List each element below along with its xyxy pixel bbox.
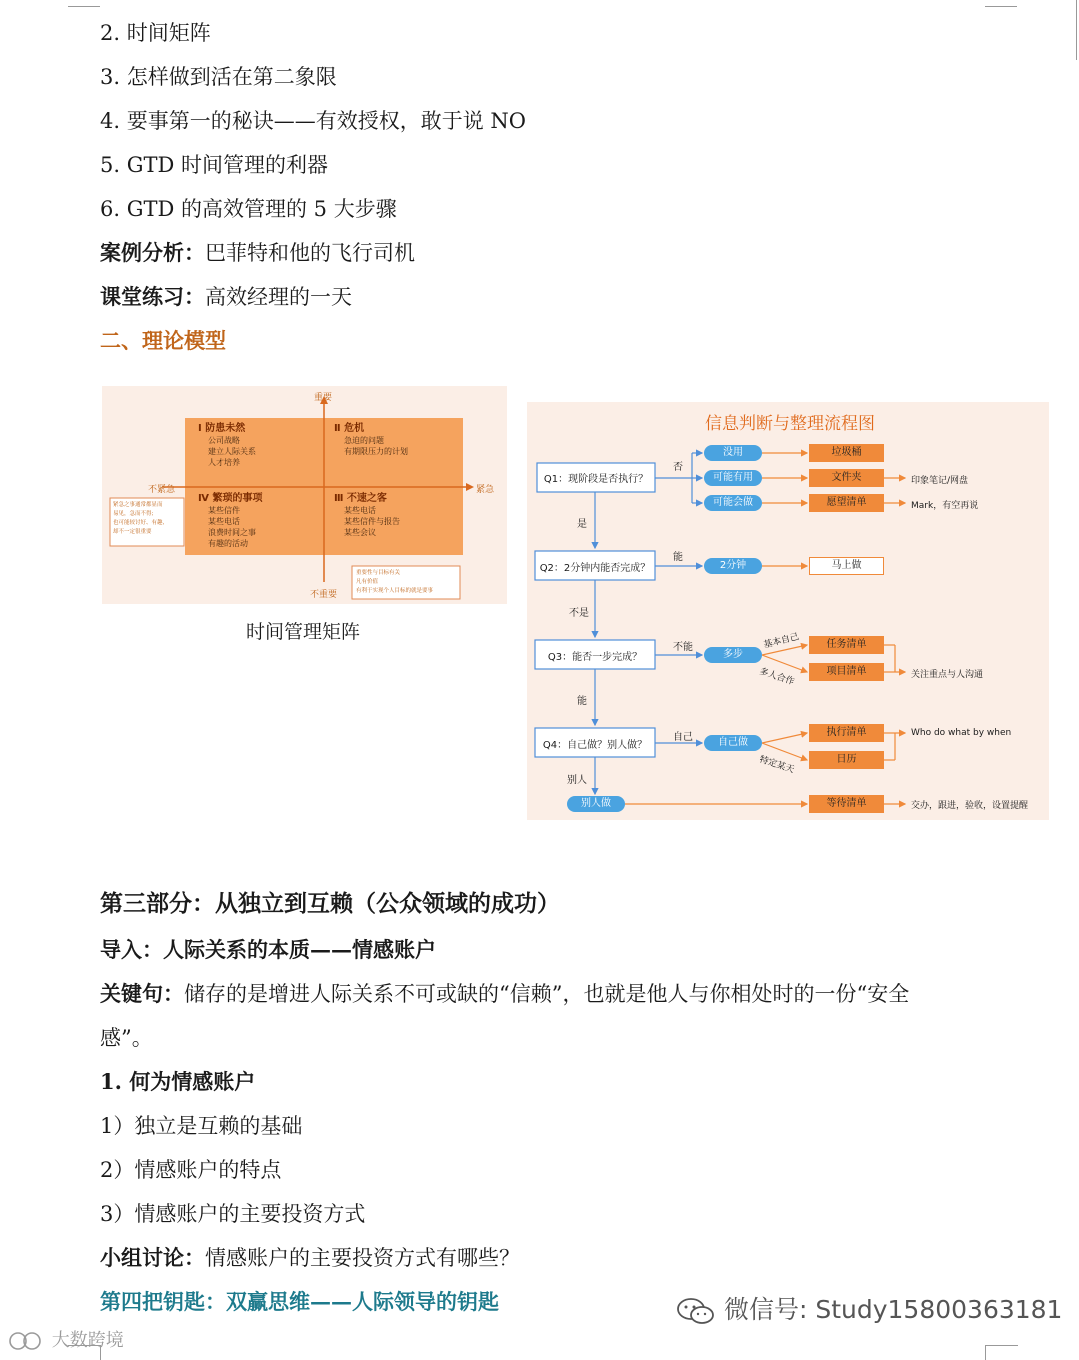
box-trash: 垃圾桶 xyxy=(809,444,884,462)
list-item: 2）情感账户的特点 xyxy=(100,1158,282,1182)
question-q3: Q3：能否一步完成？ xyxy=(547,652,643,663)
pill-useful: 可能有用 xyxy=(704,470,762,486)
quadrant-item: 浪费时间之事 xyxy=(208,528,256,537)
brand-watermark-text: 大数跨境 xyxy=(51,1330,124,1351)
list-item: 1）独立是互赖的基础 xyxy=(100,1114,303,1138)
quadrant-4 xyxy=(198,492,262,549)
pill-2min: 2分钟 xyxy=(704,558,762,574)
pill-useless: 没用 xyxy=(704,445,762,461)
axis-label-not-important: 不重要 xyxy=(310,590,338,600)
edge-label: 能 xyxy=(673,552,683,563)
box-action: 执行清单 xyxy=(809,724,884,742)
tag-basic: 基本自己 xyxy=(762,632,801,651)
note-waiting: 交办，跟进，验收，设置提醒 xyxy=(911,801,1029,811)
quadrant-1-title: Ⅰ 防患未然 xyxy=(198,423,246,434)
case-analysis xyxy=(100,238,415,268)
brand-logo-icon xyxy=(8,1330,46,1352)
tag-day: 特定某天 xyxy=(757,754,796,776)
quadrant-item: 某些电话 xyxy=(208,517,240,526)
discussion-text: 情感账户的主要投资方式有哪些？ xyxy=(205,1246,520,1270)
crop-mark-bottom-right xyxy=(985,1345,1018,1360)
flow-title: 信息判断与整理流程图 xyxy=(705,414,875,434)
case-label: 案例分析： xyxy=(100,240,205,265)
axis-label-urgent: 紧急 xyxy=(476,485,495,495)
sub-heading: 1. 何为情感账户 xyxy=(100,1069,256,1094)
key-sentence xyxy=(100,979,909,1009)
edge-label: 自己 xyxy=(673,732,693,743)
note-line: 有利于实现个人目标的就是要事 xyxy=(356,588,434,594)
edge-label: 否 xyxy=(673,462,683,473)
pill-other: 别人做 xyxy=(567,796,625,812)
quadrant-2-title: Ⅱ 危机 xyxy=(334,423,365,434)
quadrant-item: 某些信件与报告 xyxy=(344,517,400,526)
flow-chart-graphic xyxy=(527,402,1049,820)
figure-caption: 时间管理矩阵 xyxy=(246,621,361,643)
pill-multi: 多步 xyxy=(704,647,762,663)
brand-watermark xyxy=(8,1326,124,1352)
note-action: Who do what by when xyxy=(911,728,1012,738)
flow-chart-figure xyxy=(527,402,1049,820)
quadrant-item: 某些会议 xyxy=(344,528,376,537)
practice-label: 课堂练习： xyxy=(100,284,205,309)
part-heading: 第三部分：从独立到互赖（公众领域的成功） xyxy=(100,890,560,917)
class-practice xyxy=(100,282,352,312)
quadrant-1 xyxy=(198,422,256,468)
pill-maybe: 可能会做 xyxy=(704,495,762,511)
quadrant-3-title: Ⅲ 不速之客 xyxy=(334,493,387,504)
question-q1: Q1：现阶段是否执行？ xyxy=(543,474,649,485)
note-wish: Mark，有空再说 xyxy=(911,501,979,511)
key4-heading: 第四把钥匙：双赢思维——人际领导的钥匙 xyxy=(100,1289,499,1314)
list-item: 3. 怎样做到活在第二象限 xyxy=(100,65,337,89)
note-folder: 印象笔记/网盘 xyxy=(911,476,969,486)
key-sentence-cont: 感”。 xyxy=(100,1026,153,1050)
quadrant-item: 某些信件 xyxy=(208,506,240,515)
matrix-note-bottom xyxy=(356,569,433,596)
box-calendar: 日历 xyxy=(809,751,884,769)
edge-label: 别人 xyxy=(567,775,587,786)
edge-label: 能 xyxy=(577,696,587,707)
box-waiting: 等待清单 xyxy=(809,795,884,813)
quadrant-item: 急迫的问题 xyxy=(344,436,384,445)
list-item: 2. 时间矩阵 xyxy=(100,21,211,45)
box-now: 马上做 xyxy=(809,557,884,575)
wechat-watermark xyxy=(676,1290,1062,1326)
time-matrix-figure xyxy=(102,386,507,604)
box-wish: 愿望清单 xyxy=(809,494,884,512)
note-project: 关注重点与人沟通 xyxy=(911,670,984,680)
note-line: 凡有价值 xyxy=(356,579,379,585)
note-line: 却不一定很重要 xyxy=(113,529,152,535)
question-q2: Q2：2分钟内能否完成？ xyxy=(539,563,651,574)
key-sentence-label: 关键句： xyxy=(100,981,184,1006)
quadrant-item: 有趣的活动 xyxy=(208,539,248,548)
note-line: 也可能较讨好、有趣, xyxy=(113,520,165,526)
axis-label-not-urgent: 不紧急 xyxy=(148,485,176,495)
quadrant-item: 有期限压力的计划 xyxy=(344,447,408,456)
note-line: 易见，急而不得; xyxy=(113,511,154,517)
list-item: 4. 要事第一的秘诀——有效授权，敢于说 NO xyxy=(100,109,526,133)
question-q4: Q4：自己做？别人做？ xyxy=(542,740,648,751)
quadrant-item: 建立人际关系 xyxy=(208,447,256,456)
case-text: 巴菲特和他的飞行司机 xyxy=(205,241,415,265)
quadrant-3 xyxy=(334,492,400,538)
box-task: 任务清单 xyxy=(809,636,884,654)
axis-label-important: 重要 xyxy=(314,393,333,403)
key-sentence-text: 储存的是增进人际关系不可或缺的“信赖”，也就是他人与你相处时的一份“安全 xyxy=(184,982,910,1006)
edge-label: 不是 xyxy=(569,608,589,619)
wechat-id-text: 微信号: Study15800363181 xyxy=(723,1295,1063,1324)
quadrant-item: 某些电话 xyxy=(344,506,376,515)
note-line: 重要性与目标有关 xyxy=(356,570,401,576)
matrix-note-left xyxy=(113,501,164,537)
edge-label: 是 xyxy=(577,519,587,530)
list-item: 3）情感账户的主要投资方式 xyxy=(100,1202,366,1226)
box-project: 项目清单 xyxy=(809,663,884,681)
note-line: 紧急之事通常都显而 xyxy=(113,502,163,508)
group-discussion xyxy=(100,1243,520,1273)
quadrant-item: 公司战略 xyxy=(208,436,240,445)
quadrant-4-title: Ⅳ 繁琐的事项 xyxy=(198,493,263,504)
tag-multi: 多人合作 xyxy=(757,666,796,688)
list-item: 5. GTD 时间管理的利器 xyxy=(100,153,329,177)
intro-line: 导入：人际关系的本质——情感账户 xyxy=(100,937,436,962)
edge-label: 不能 xyxy=(673,642,693,653)
pill-self: 自己做 xyxy=(704,735,762,751)
box-folder: 文件夹 xyxy=(809,469,884,487)
section-heading: 二、理论模型 xyxy=(100,328,226,353)
crop-mark-top-left xyxy=(68,0,100,7)
quadrant-item: 人才培养 xyxy=(208,458,240,467)
time-matrix-graphic xyxy=(102,386,507,604)
quadrant-2 xyxy=(334,422,408,457)
crop-mark-top-right xyxy=(985,0,1017,7)
practice-text: 高效经理的一天 xyxy=(205,285,352,309)
discussion-label: 小组讨论： xyxy=(100,1245,205,1270)
wechat-icon xyxy=(676,1296,716,1326)
list-item: 6. GTD 的高效管理的 5 大步骤 xyxy=(100,197,397,221)
